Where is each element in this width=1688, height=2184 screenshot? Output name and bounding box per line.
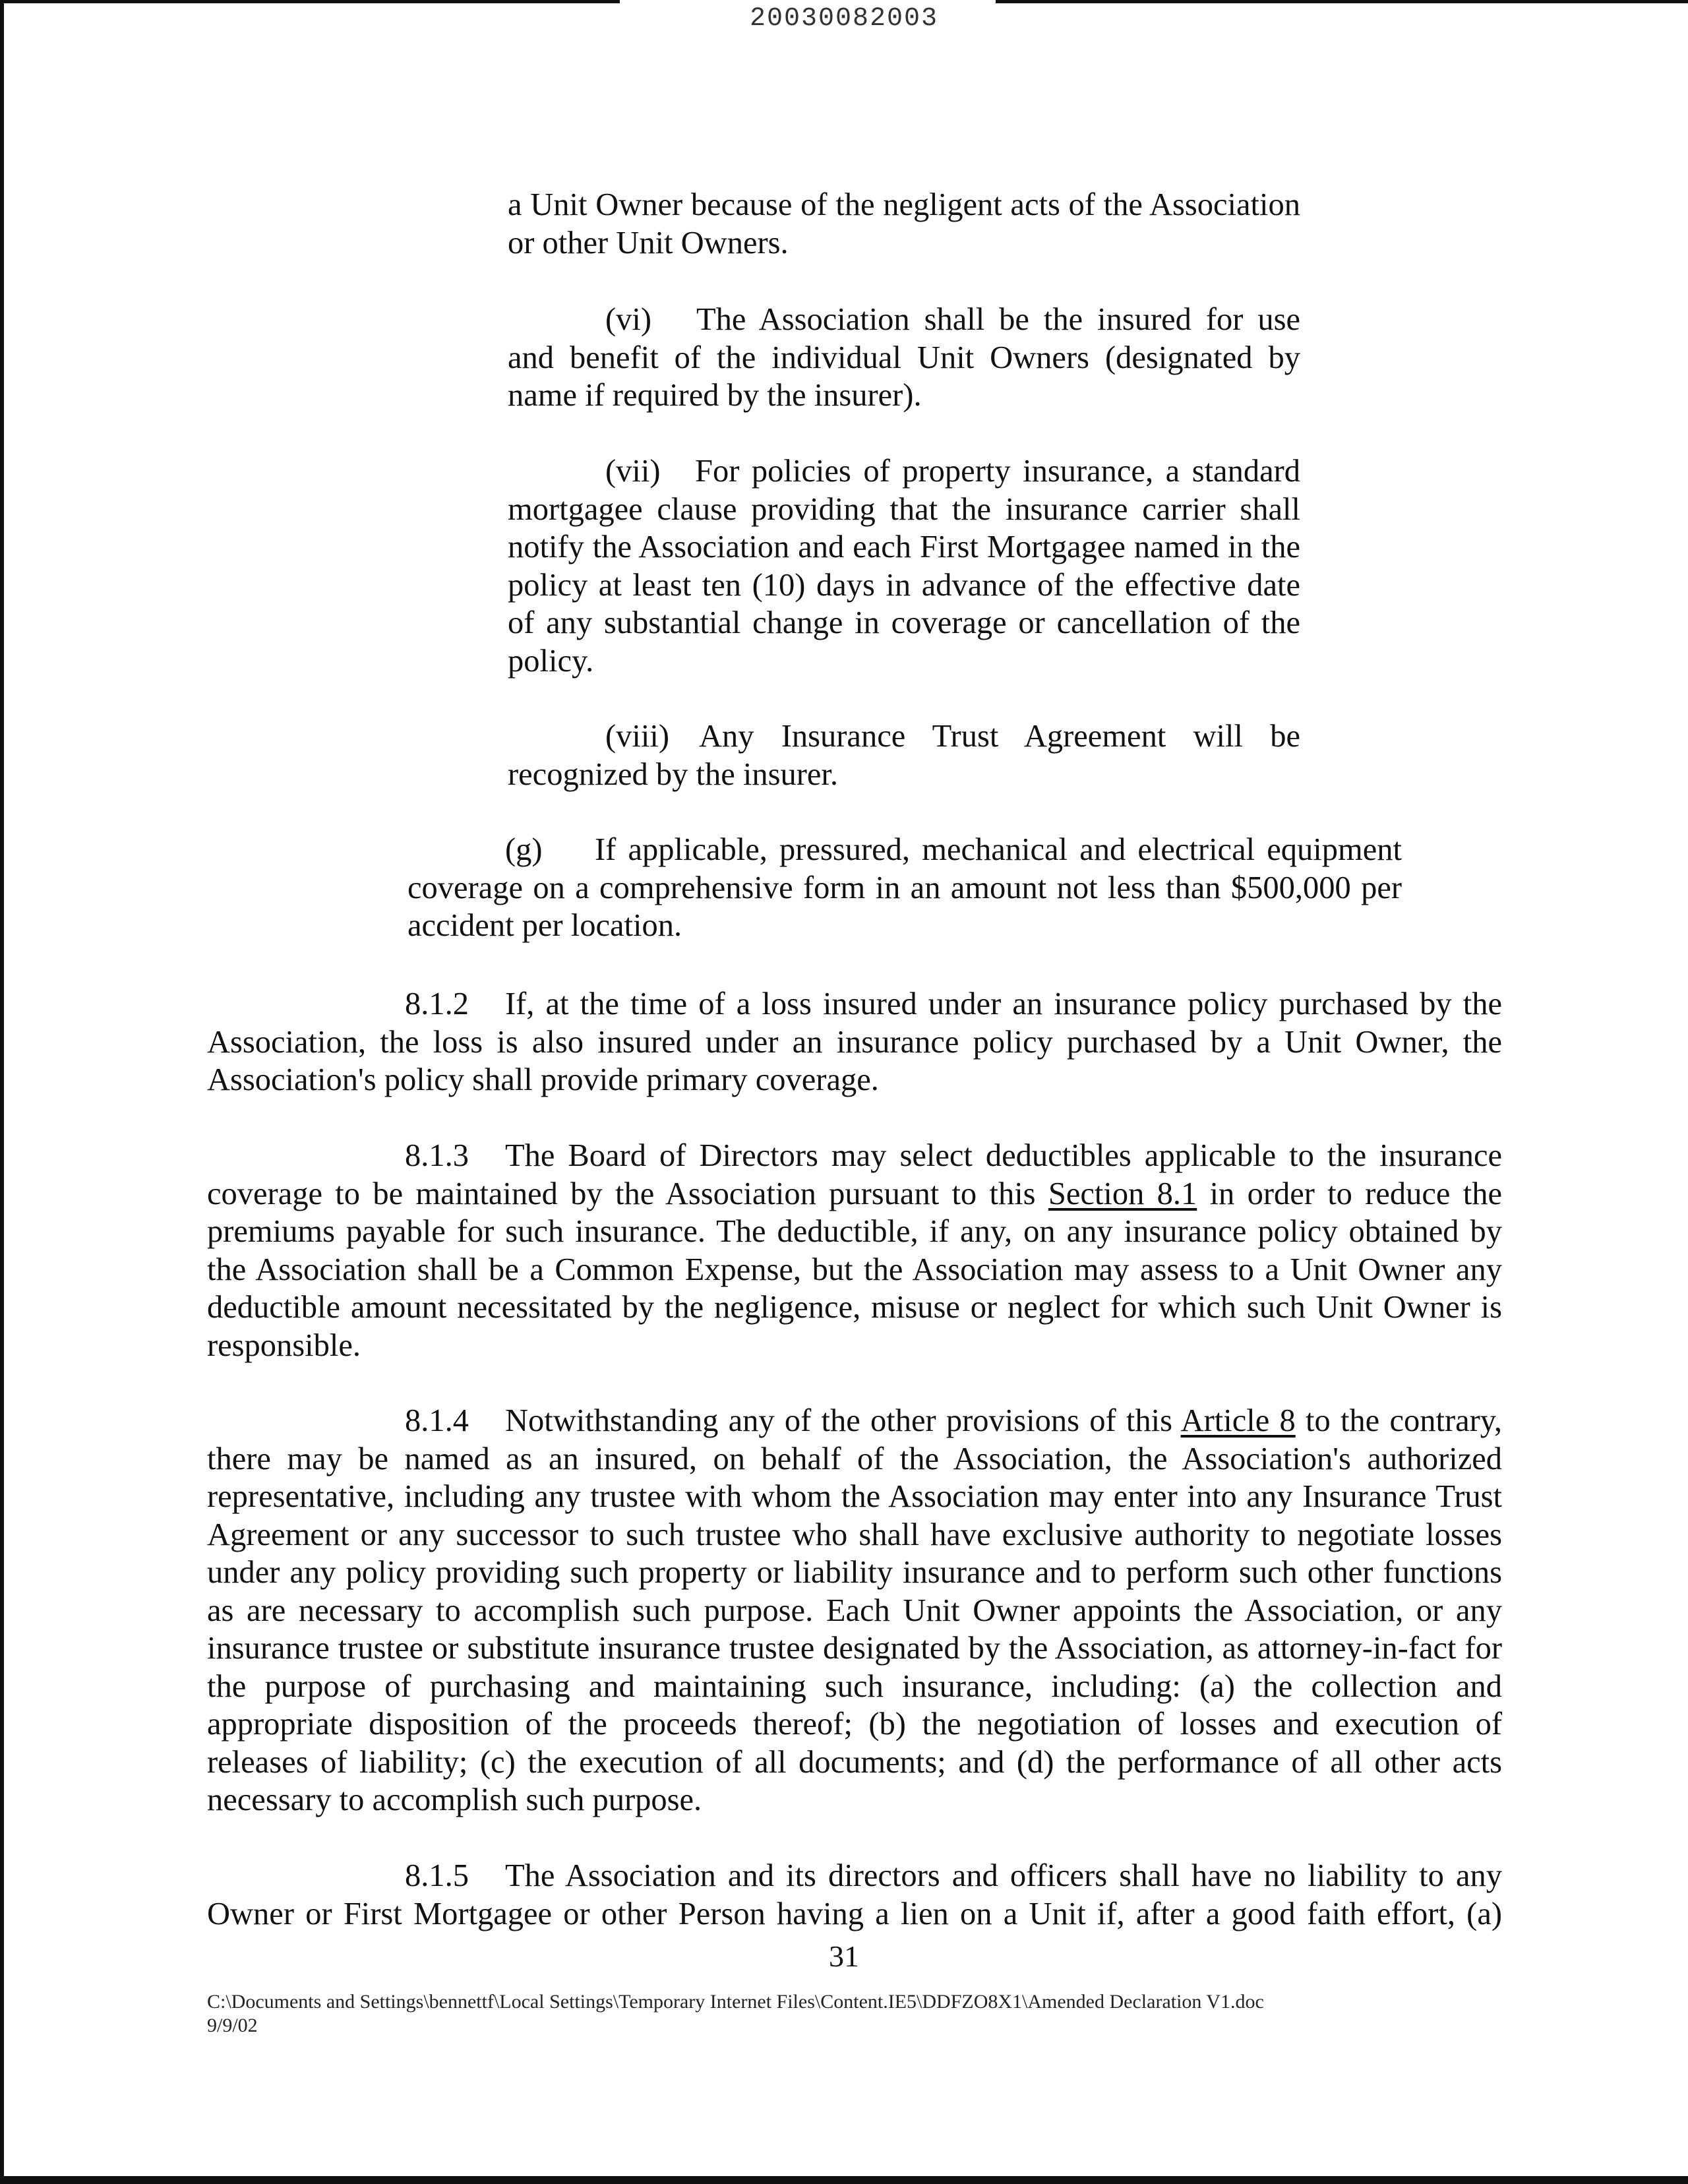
section-8-1-4 — [207, 1402, 1502, 1819]
section-text: Notwithstanding any of the other provisions of this — [505, 1403, 1172, 1438]
document-number: 20030082003 — [749, 4, 939, 34]
page-number: 31 — [829, 1939, 859, 1973]
section-text: The Board of Directors may select deductibles applicable to the insurance coverage to be maintained by the Association pursuant to this — [207, 1138, 1502, 1211]
section-number: 8.1.2 — [405, 986, 469, 1021]
paragraph-continuation — [508, 186, 1300, 262]
paragraph-text: Any Insurance Trust Agreement will be recognized by the insurer. — [508, 719, 1300, 792]
paragraph-g — [407, 831, 1402, 945]
footer-date: 9/9/02 — [207, 2015, 258, 2036]
paragraph-vii — [508, 452, 1300, 680]
bottom-border — [0, 2176, 1688, 2184]
section-8-1-3 — [207, 1137, 1502, 1364]
section-text: in order to reduce the premiums payable for such insurance. The deductible, if any, on any insurance policy obtained by the Association shall be a Common Expense, but the Association may assess to a Unit Owner any deductible amount necessitated by the negligence, misuse or neglect for which such Unit Owner is responsible. — [207, 1176, 1503, 1363]
section-8-1-5 — [207, 1857, 1502, 1933]
paragraph-vi — [508, 301, 1300, 415]
section-8-1-2 — [207, 985, 1502, 1099]
paragraph-label: (vii) — [605, 454, 661, 489]
section-8-1-reference: Section 8.1 — [1048, 1176, 1197, 1211]
paragraph-text: For policies of property insurance, a standard mortgagee clause providing that the insurance carrier shall notify the Association and each First Mortgagee named in the policy at least ten (10) days in advance of the effective date of any substantial change in coverage or cancellation of the policy. — [508, 454, 1300, 679]
paragraph-label: (vi) — [605, 302, 652, 337]
paragraph-viii — [508, 717, 1300, 793]
paragraph-label: (viii) — [605, 719, 669, 754]
footer-file-path: C:\Documents and Settings\bennettf\Local Settings\Temporary Internet Files\Content.IE5\DDFZO8X1\Amended Declaration V1.doc — [207, 1991, 1264, 2013]
section-number: 8.1.3 — [405, 1138, 469, 1173]
paragraph-text: a Unit Owner because of the negligent acts of the Association or other Unit Owners. — [508, 187, 1300, 260]
paragraph-label: (g) — [505, 832, 543, 867]
top-border-right — [996, 0, 1688, 3]
section-text: If, at the time of a loss insured under an insurance policy purchased by the Association, the loss is also insured under an insurance policy purchased by a Unit Owner, the Association's policy shall provide primary coverage. — [207, 986, 1502, 1097]
section-number: 8.1.5 — [405, 1858, 469, 1893]
section-text: The Association and its directors and officers shall have no liability to any Owner or First Mortgagee or other Person having a lien on a Unit if, after a good faith effort, (a) — [207, 1858, 1502, 1931]
article-8-reference: Article 8 — [1180, 1403, 1296, 1438]
paragraph-text: If applicable, pressured, mechanical and electrical equipment coverage on a comprehensive form in an amount not less than $500,000 per accident per location. — [407, 832, 1402, 943]
section-text: to the contrary, there may be named as an insured, on behalf of the Association, the Association's authorized representative, including any trustee with whom the Association may enter into any Insurance Trust Agreement or any successor to such trustee who shall have exclusive authority to negotiate losses under any policy providing such property or liability insurance and to perform such other functions as are necessary to accomplish such purpose. Each Unit Owner appoints the Association, or any insurance trustee or substitute insurance trustee designated by the Association, as attorney-in-fact for the purpose of purchasing and maintaining such insurance, including: (a) the collection and appropriate disposition of the proceeds thereof; (b) the negotiation of losses and execution of releases of liability; (c) the execution of all documents; and (d) the performance of all other acts necessary to accomplish such purpose. — [207, 1403, 1502, 1817]
top-border-left — [0, 0, 620, 3]
section-number: 8.1.4 — [405, 1403, 469, 1438]
left-border — [0, 0, 4, 2184]
paragraph-text: The Association shall be the insured for use and benefit of the individual Unit Owners (designated by name if required by the insurer). — [508, 302, 1300, 413]
